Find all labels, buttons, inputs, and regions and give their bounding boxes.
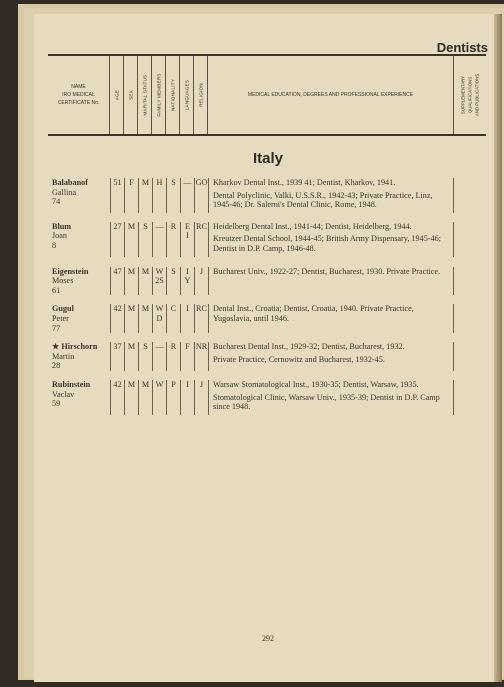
cell-languages: E I xyxy=(180,222,194,257)
book-page xyxy=(34,14,502,682)
cell-family: — xyxy=(152,342,166,371)
cell-religion: RC xyxy=(194,222,208,257)
cell-family: H xyxy=(152,178,166,213)
last-name: Eigenstein xyxy=(52,266,89,276)
last-name: Balabanof xyxy=(52,178,88,187)
header-supplementary: SUPPLEMENTARY QUALIFICATIONS AND PUBLICATIONS xyxy=(460,73,480,117)
cell-experience xyxy=(208,222,453,257)
cell-sex: F xyxy=(124,178,138,213)
page-number: 292 xyxy=(262,634,274,643)
cell-sex: M xyxy=(124,304,138,333)
cell-experience xyxy=(208,267,453,296)
cell-age: 42 xyxy=(110,304,124,333)
cell-languages: I xyxy=(180,380,194,415)
experience-paragraph: Dental Inst., Croatia; Dentist, Croatia, 1940. Private Practice, Yugoslavia, until 1946. xyxy=(213,304,414,323)
first-name: Peter xyxy=(52,313,69,323)
cell-age: 27 xyxy=(110,222,124,257)
first-name: Gallina xyxy=(52,187,77,197)
cell-religion: RC xyxy=(194,304,208,333)
cell-marital: S xyxy=(138,222,152,257)
experience-paragraph: Dental Polyclinic, Valki, U.S.S.R., 1942-43; Private Practice, Linz, 1945-46; Dr. Salerni's Dental Clinic, Rome, 1948. xyxy=(213,190,433,210)
entry-name xyxy=(48,304,110,333)
experience-paragraph: Kharkov Dental Inst., 1939 41; Dentist, Kharkov, 1941. xyxy=(213,178,396,187)
cell-family: W D xyxy=(152,304,166,333)
cell-nationality: C xyxy=(166,304,180,333)
cell-supplementary xyxy=(453,222,486,257)
table-row xyxy=(48,222,486,257)
cell-family: — xyxy=(152,222,166,257)
cell-age: 51 xyxy=(110,178,124,213)
cell-supplementary xyxy=(453,178,486,213)
cell-marital: S xyxy=(138,342,152,371)
cell-nationality: R xyxy=(166,222,180,257)
table-row xyxy=(48,342,486,371)
cell-religion: GO xyxy=(194,178,208,213)
cell-family: W xyxy=(152,380,166,415)
page-spine-shadow xyxy=(494,14,502,682)
cell-experience xyxy=(208,380,453,415)
table-row xyxy=(48,178,486,213)
entry-name xyxy=(48,178,110,213)
header-nationality: NATIONALITY xyxy=(166,56,180,134)
cell-marital: M xyxy=(138,304,152,333)
cell-experience xyxy=(208,342,453,371)
header-marital-status: MARITAL STATUS xyxy=(138,56,152,134)
experience-paragraph: Heidelberg Dental Inst., 1941-44; Dentist, Heidelberg, 1944. xyxy=(213,221,412,231)
table-row xyxy=(48,304,486,333)
cell-age: 47 xyxy=(110,267,124,296)
cell-languages: I xyxy=(180,304,194,333)
first-name: Moses xyxy=(52,276,74,286)
cell-sex: M xyxy=(124,380,138,415)
cell-sex: M xyxy=(124,267,138,296)
experience-paragraph: Bucharest Univ., 1922-27; Dentist, Bucharest, 1930. Private Practice. xyxy=(213,266,441,276)
cell-marital: M xyxy=(138,380,152,415)
cell-experience xyxy=(208,178,453,213)
cell-nationality: S xyxy=(166,178,180,213)
entries-list xyxy=(48,178,486,415)
entry-name xyxy=(48,222,110,257)
cell-sex: M xyxy=(124,342,138,371)
cell-nationality: R xyxy=(166,342,180,371)
entry-name xyxy=(48,342,110,371)
cell-languages: I Y xyxy=(180,267,194,296)
cell-religion: NR xyxy=(194,342,208,371)
experience-paragraph: Warsaw Stomatological Inst., 1930-35; Dentist, Warsaw, 1935. xyxy=(213,379,419,389)
cell-religion: J xyxy=(194,380,208,415)
country-heading: Italy xyxy=(252,150,283,167)
table-row xyxy=(48,380,486,415)
experience-paragraph: Stomatological Clinic, Warsaw Univ., 1935-39; Dentist in D.P. Camp since 1948. xyxy=(213,392,440,412)
header-education: MEDICAL EDUCATION, DEGREES AND PROFESSIONAL EXPERIENCE xyxy=(208,56,454,134)
header-age: AGE xyxy=(110,56,124,134)
table-header xyxy=(48,54,486,136)
experience-paragraph: Private Practice, Cernowitz and Bucharest, 1932-45. xyxy=(213,354,385,364)
cell-religion: J xyxy=(194,267,208,296)
cell-marital: M xyxy=(138,267,152,296)
cell-supplementary xyxy=(453,342,486,371)
first-name: Joan xyxy=(52,231,68,241)
header-family-members: FAMILY MEMBERS xyxy=(152,56,166,134)
table-row xyxy=(48,267,486,296)
cell-age: 37 xyxy=(110,342,124,371)
certificate-number: 59 xyxy=(52,399,61,409)
entry-name xyxy=(48,267,110,296)
cell-languages: — xyxy=(180,178,194,213)
entry-name xyxy=(48,380,110,415)
last-name: Rubinstein xyxy=(52,379,91,389)
cell-nationality: S xyxy=(166,267,180,296)
cell-nationality: P xyxy=(166,380,180,415)
experience-paragraph: Kreutzer Dental School, 1944-45; British Army Dispensary, 1945-46; Dentist in D.P. Camp, 1946-48. xyxy=(213,234,441,253)
cell-sex: M xyxy=(124,222,138,257)
last-name: Blum xyxy=(52,221,72,231)
header-name: NAME IRO MEDICAL CERTIFICATE No. xyxy=(48,56,110,134)
first-name: Vaclav xyxy=(52,389,75,399)
header-religion: RELIGION xyxy=(194,56,208,134)
header-sex: SEX xyxy=(124,56,138,134)
certificate-number: 74 xyxy=(52,197,61,207)
first-name: Martin xyxy=(52,351,75,361)
experience-paragraph: Bucharest Dental Inst., 1929-32; Dentist, Bucharest, 1932. xyxy=(213,342,405,352)
cell-supplementary xyxy=(453,267,486,296)
certificate-number: 61 xyxy=(52,285,61,295)
last-name: Gugul xyxy=(52,304,74,314)
cell-age: 42 xyxy=(110,380,124,415)
header-languages: LANGUAGES xyxy=(180,56,194,134)
certificate-number: 77 xyxy=(52,323,61,333)
cell-experience xyxy=(208,304,453,333)
certificate-number: 28 xyxy=(52,361,61,371)
certificate-number: 8 xyxy=(52,240,57,250)
cell-marital: M xyxy=(138,178,152,213)
cell-family: W 2S xyxy=(152,267,166,296)
cell-supplementary xyxy=(453,304,486,333)
cell-languages: F xyxy=(180,342,194,371)
section-title: Dentists xyxy=(436,40,488,55)
last-name: ★ Hirschorn xyxy=(52,342,98,352)
cell-supplementary xyxy=(453,380,486,415)
star-icon: ★ xyxy=(52,342,60,352)
